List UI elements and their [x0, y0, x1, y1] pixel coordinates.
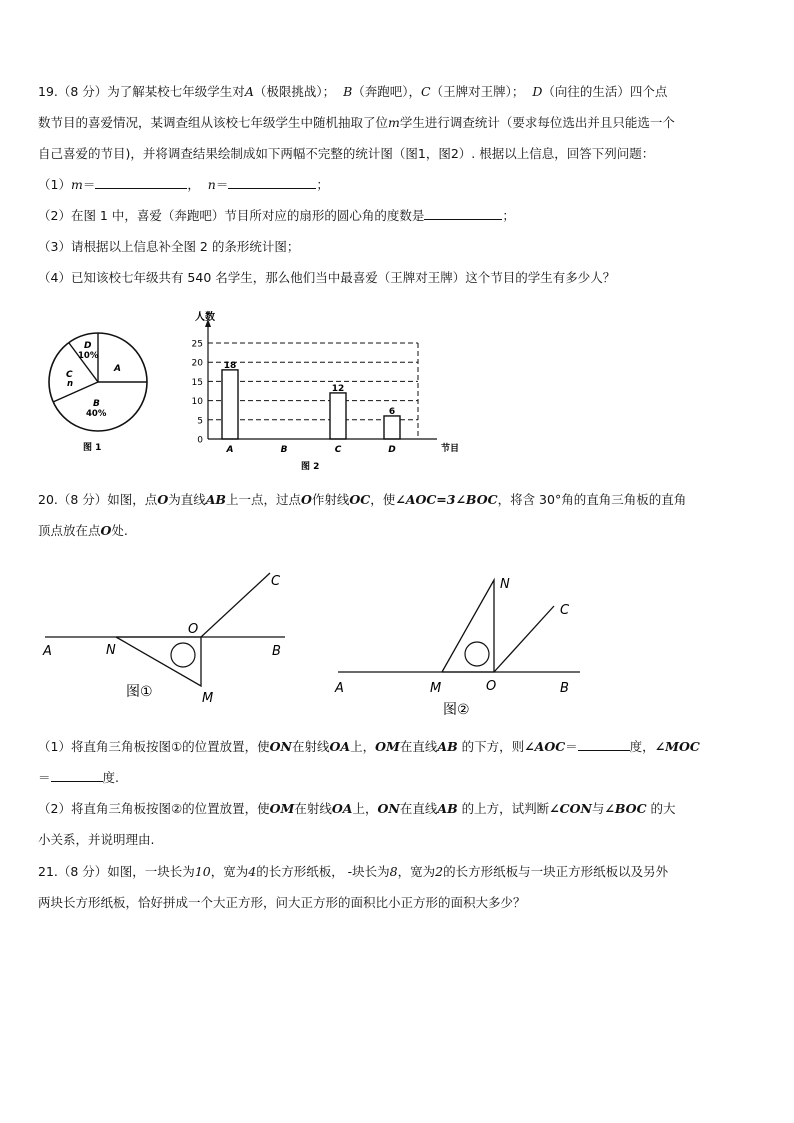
answer-blank-aoc[interactable]	[578, 736, 630, 751]
q21-line-1: 21.（8 分）如图，一块长为10，宽为4的长方形纸板， -块长为8，宽为2的长方形纸板与一块正方形纸板以及另外	[38, 864, 669, 879]
x-tick-label: B	[280, 445, 288, 455]
pie-label-a: A	[114, 364, 121, 374]
y-tick-label: 10	[191, 397, 203, 408]
answer-blank-n[interactable]	[228, 174, 316, 189]
q20-line-2: 顶点放在点O处.	[38, 523, 128, 538]
point-a-label: A	[335, 681, 344, 696]
bar-value-label: 6	[388, 406, 396, 417]
question-20-parts	[38, 731, 758, 855]
bar-d	[384, 416, 400, 439]
triangle-mon	[442, 580, 494, 672]
figure-2-bar-chart	[175, 305, 475, 475]
point-n-label: N	[500, 577, 510, 592]
question-20	[38, 484, 758, 546]
pie-label-d-pct: 10%	[78, 351, 99, 361]
q20-part-2-cont: 小关系，并说明理由.	[38, 832, 155, 847]
answer-blank-angle[interactable]	[424, 205, 502, 220]
pie-label-b-pct: 40%	[86, 409, 107, 419]
figure-1-label: 图①	[126, 684, 153, 700]
pie-divider-b	[53, 382, 98, 402]
point-m-label: M	[430, 681, 442, 696]
bar-a	[222, 370, 238, 439]
pie-label-b: B	[93, 399, 100, 409]
figure-triangle-1	[40, 565, 310, 715]
triangle-hole	[171, 643, 195, 667]
y-tick-label: 5	[197, 416, 203, 427]
point-m-label: M	[202, 691, 214, 706]
q19-part-4: （4）已知该校七年级共有 540 名学生，那么他们当中最喜爱（王牌对王牌）这个节目的学生有多少人？	[38, 270, 616, 285]
q21-line-2: 两块长方形纸板，恰好拼成一个大正方形，问大正方形的面积比小正方形的面积大多少？	[38, 895, 526, 910]
pie-label-d: D	[84, 341, 92, 351]
bar-value-label: 12	[331, 383, 345, 394]
ray-oc	[201, 573, 270, 637]
point-c-label: C	[271, 574, 281, 589]
figure-triangle-2	[330, 572, 590, 722]
x-tick-label: D	[388, 445, 396, 455]
bar-c	[330, 393, 346, 439]
q20-part-2: （2）将直角三角板按图②的位置放置，使OM在射线OA上，ON在直线AB 的上方，试判断∠CON与∠BOC 的大	[38, 801, 676, 816]
point-b-label: B	[272, 644, 281, 659]
question-21	[38, 856, 758, 918]
figure-1-pie	[40, 332, 160, 457]
bar-chart-ylabel: 人数	[195, 312, 215, 323]
q20-part-1: （1）将直角三角板按图①的位置放置，使ON在射线OA上，OM在直线AB 的下方，则∠AOC＝ 度，∠MOC	[38, 731, 758, 762]
bar-value-label: 18	[223, 360, 237, 371]
bar-chart-xlabel: 节目	[441, 444, 460, 454]
figure-1-caption: 图 1	[83, 443, 102, 453]
pie-label-c: C	[66, 370, 73, 380]
point-c-label: C	[560, 603, 570, 618]
q19-part-1: （1）m＝ ， n＝ ；	[38, 169, 758, 200]
y-tick-label: 0	[197, 435, 203, 446]
ray-oc	[494, 606, 554, 672]
y-tick-label: 20	[191, 358, 203, 369]
x-tick-label: C	[334, 445, 342, 455]
answer-blank-moc[interactable]	[51, 767, 103, 782]
triangle-hole	[465, 642, 489, 666]
bar-chart-bars	[222, 361, 400, 439]
answer-blank-m[interactable]	[95, 174, 187, 189]
point-b-label: B	[560, 681, 569, 696]
q19-line-3: 自己喜爱的节目)，并将调查结果绘制成如下两幅不完整的统计图（图1，图2）. 根据以上信息，回答下列问题：	[38, 146, 655, 161]
question-19	[38, 76, 758, 293]
q19-part-2: （2）在图 1 中，喜爱（奔跑吧）节目所对应的扇形的圆心角的度数是 ；	[38, 200, 758, 231]
point-n-label: N	[106, 643, 116, 658]
figure-2-caption: 图 2	[301, 462, 320, 472]
q20-line-1: 20.（8 分）如图，点O为直线AB上一点，过点O作射线OC，使∠AOC=3∠BOC，将含 30°角的直角三角板的直角	[38, 492, 687, 507]
q19-line-1: 19.（8 分）为了解某校七年级学生对A（极限挑战）； B（奔跑吧），C（王牌对王牌）； D（向往的生活）四个点	[38, 84, 668, 99]
figure-2-label: 图②	[443, 702, 470, 718]
y-tick-label: 25	[191, 339, 203, 350]
x-tick-label: A	[226, 445, 234, 455]
q19-part-3: （3）请根据以上信息补全图 2 的条形统计图；	[38, 239, 300, 254]
q20-part-1-cont: ＝ 度.	[38, 762, 758, 793]
pie-label-c-val: n	[67, 379, 74, 389]
point-o-label: O	[486, 679, 497, 694]
point-o-label: O	[188, 622, 199, 637]
y-tick-label: 15	[191, 377, 203, 388]
point-a-label: A	[43, 644, 52, 659]
q19-line-2: 数节目的喜爱情况，某调查组从该校七年级学生中随机抽取了位m学生进行调查统计（要求每位选出并且只能选一个	[38, 115, 675, 130]
